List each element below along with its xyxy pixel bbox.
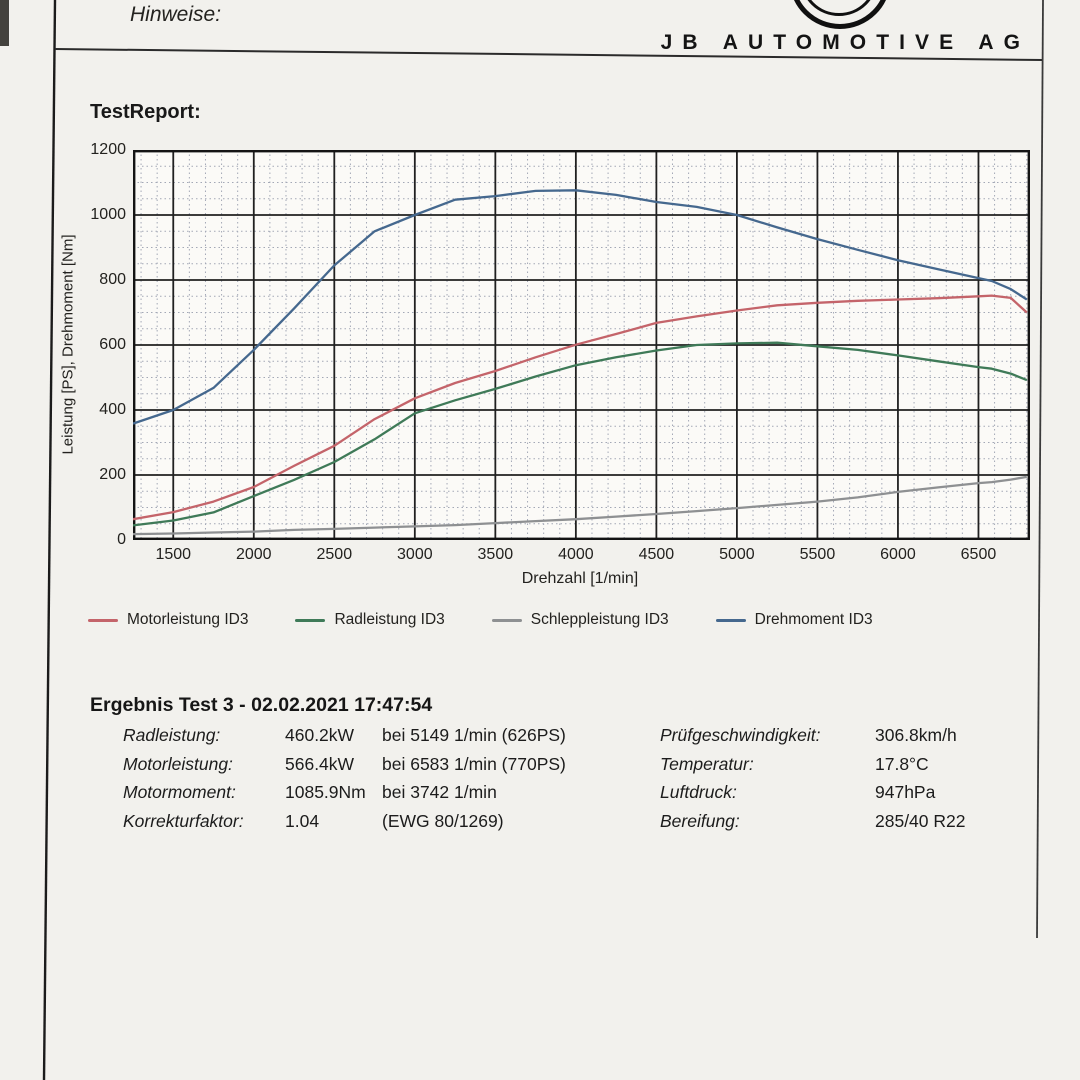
report-title: TestReport:	[90, 101, 201, 123]
x-tick-label: 1500	[155, 546, 192, 563]
result-label: Motormoment:	[123, 782, 236, 802]
result-row	[660, 725, 957, 746]
y-tick-label: 800	[99, 271, 126, 288]
chart-legend	[88, 611, 873, 629]
result-detail: bei 3742 1/min	[382, 782, 497, 802]
y-tick-label: 1200	[90, 141, 126, 158]
result-detail: bei 6583 1/min (770PS)	[382, 753, 566, 774]
result-label: Radleistung:	[123, 725, 221, 745]
y-tick-label: 0	[117, 531, 126, 548]
result-label: Prüfgeschwindigkeit:	[660, 725, 821, 745]
result-label: Motorleistung:	[123, 753, 233, 774]
results-heading: Ergebnis Test 3 - 02.02.2021 17:47:54	[90, 694, 433, 716]
brand-name: JB AUTOMOTIVE AG	[660, 31, 1030, 54]
result-row	[660, 754, 929, 775]
result-value: 460.2kW	[285, 725, 355, 745]
legend-label: Motorleistung ID3	[127, 611, 249, 628]
legend-swatch	[295, 619, 325, 622]
x-tick-label: 4500	[638, 546, 675, 563]
legend-item-radleistung-id3	[295, 611, 444, 629]
result-value: 566.4kW	[285, 753, 355, 774]
y-axis-title: Leistung [PS], Drehmoment [Nm]	[59, 234, 77, 455]
result-value: 306.8km/h	[875, 725, 957, 745]
curve-drehmoment-id3	[133, 190, 1027, 423]
legend-label: Drehmoment ID3	[754, 611, 873, 628]
legend-label: Radleistung ID3	[334, 611, 445, 628]
legend-item-schleppleistung-id3	[492, 611, 669, 629]
x-tick-label: 3000	[397, 546, 433, 563]
result-label: Temperatur:	[660, 753, 754, 774]
x-tick-label: 2500	[316, 546, 353, 563]
result-row	[123, 754, 566, 775]
result-value: 947hPa	[875, 782, 936, 802]
result-row	[123, 782, 497, 803]
x-tick-label: 4000	[558, 546, 594, 563]
y-tick-label: 200	[99, 466, 126, 483]
x-tick-label: 2000	[235, 546, 272, 563]
legend-swatch	[716, 619, 746, 622]
y-tick-label: 600	[99, 336, 126, 353]
result-label: Korrekturfaktor:	[123, 810, 244, 831]
result-row	[123, 811, 504, 832]
result-label: Luftdruck:	[660, 782, 737, 802]
result-value: 1085.9Nm	[285, 782, 366, 802]
result-value: 1.04	[285, 810, 320, 831]
result-row	[123, 725, 566, 746]
x-tick-label: 3500	[477, 546, 514, 563]
legend-item-motorleistung-id3	[88, 611, 248, 629]
brand-logo-icon	[788, 0, 892, 30]
legend-swatch	[492, 619, 522, 622]
result-row	[660, 811, 966, 832]
y-tick-label: 1000	[90, 206, 126, 223]
x-axis-title: Drehzahl [1/min]	[521, 570, 639, 587]
legend-item-drehmoment-id3	[716, 611, 873, 629]
x-tick-label: 6500	[960, 546, 997, 563]
result-label: Bereifung:	[660, 810, 740, 831]
x-tick-label: 5000	[719, 546, 755, 563]
scan-edge-artifact	[0, 0, 9, 46]
x-tick-label: 6000	[880, 546, 916, 563]
x-tick-label: 5500	[799, 546, 836, 563]
result-row	[660, 782, 935, 803]
result-value: 17.8°C	[875, 753, 929, 774]
y-tick-label: 400	[99, 401, 126, 418]
hinweise-label: Hinweise:	[130, 3, 222, 26]
curve-radleistung-id3	[133, 343, 1027, 526]
result-detail: bei 5149 1/min (626PS)	[382, 725, 566, 745]
curve-schleppleistung-id3	[133, 477, 1027, 534]
result-value: 285/40 R22	[875, 810, 966, 831]
legend-swatch	[88, 619, 118, 622]
result-detail: (EWG 80/1269)	[382, 810, 504, 831]
legend-label: Schleppleistung ID3	[530, 611, 669, 628]
dyno-chart-plot	[133, 150, 1030, 540]
